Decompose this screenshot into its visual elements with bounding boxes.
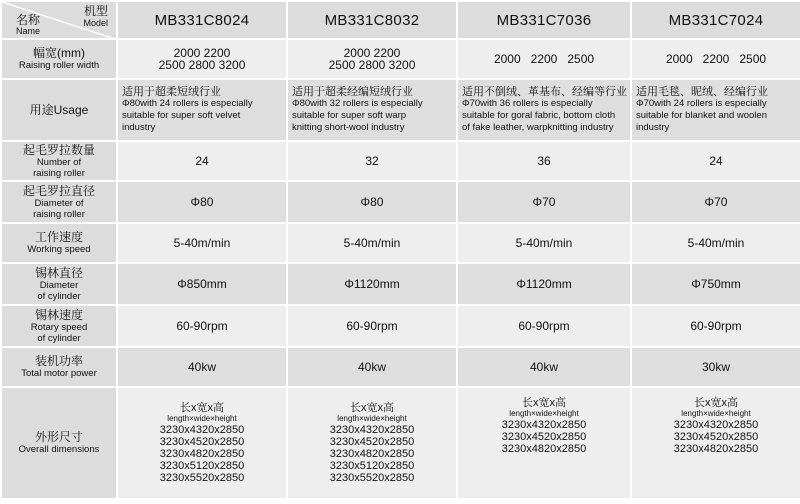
model-header: MB331C8024 — [117, 1, 287, 39]
dimensions-cell: 长x宽x高 length×wide×height 3230x4320x2850 3230x4520x2850 3230x4820x2850 — [457, 387, 631, 499]
diameter-roller-cell: Φ70 — [457, 181, 631, 223]
label-usage: 用途Usage — [29, 102, 89, 117]
corner-name-en: Name — [16, 26, 41, 36]
row-label: 起毛罗拉直径 Diameter of raising roller — [1, 181, 117, 223]
num-rollers-cell: 32 — [287, 141, 457, 181]
row-label — [1, 79, 117, 141]
num-rollers-cell: 24 — [117, 141, 287, 181]
row-label: 装机功率 Total motor power — [1, 347, 117, 387]
usage-cell: 适用毛毯、昵绒、经编行业 Φ70with 24 rollers is especially suitable for blanket and woolen industry — [631, 79, 800, 141]
rotary-speed-cell: 60-90rpm — [287, 305, 457, 347]
width-cell: 2000 2200 2500 2800 3200 — [287, 39, 457, 79]
width-cell: 2000 2200 2500 — [457, 39, 631, 79]
usage-cell: 适用于超柔经编短绒行业 Φ80with 32 rollers is especially suitable for super soft warp knitting short-wool industry — [287, 79, 457, 141]
speed-cell: 5-40m/min — [287, 223, 457, 263]
diameter-cylinder-cell: Φ1120mm — [457, 263, 631, 305]
dimensions-row — [1, 387, 800, 499]
width-cell: 2000 2200 2500 2800 3200 — [117, 39, 287, 79]
corner-model-zh: 机型 — [83, 4, 108, 18]
power-cell: 40kw — [457, 347, 631, 387]
speed-row — [1, 223, 800, 263]
corner-name-zh: 名称 — [16, 13, 41, 27]
diameter-roller-cell: Φ80 — [287, 181, 457, 223]
dimensions-cell: 长x宽x高 length×wide×height 3230x4320x2850 3230x4520x2850 3230x4820x2850 3230x5120x2850 3230x5520x2850 — [117, 387, 287, 499]
row-label: 工作速度 Working speed — [1, 223, 117, 263]
usage-cell: 适用于超柔短绒行业 Φ80with 24 rollers is especially suitable for super soft velvet industry — [117, 79, 287, 141]
width-row — [1, 39, 800, 79]
rotary-speed-row — [1, 305, 800, 347]
power-row — [1, 347, 800, 387]
rotary-speed-cell: 60-90rpm — [631, 305, 800, 347]
usage-row — [1, 79, 800, 141]
num-rollers-row — [1, 141, 800, 181]
label-en: Raising roller width — [18, 60, 100, 71]
diameter-roller-cell: Φ70 — [631, 181, 800, 223]
row-label: 外形尺寸 Overall dimensions — [1, 387, 117, 499]
power-cell: 40kw — [287, 347, 457, 387]
speed-cell: 5-40m/min — [117, 223, 287, 263]
model-header: MB331C7036 — [457, 1, 631, 39]
num-rollers-cell: 36 — [457, 141, 631, 181]
model-header: MB331C8032 — [287, 1, 457, 39]
row-label: 起毛罗拉数量 Number of raising roller — [1, 141, 117, 181]
power-cell: 30kw — [631, 347, 800, 387]
diameter-cylinder-cell: Φ850mm — [117, 263, 287, 305]
speed-cell: 5-40m/min — [457, 223, 631, 263]
diameter-cylinder-row — [1, 263, 800, 305]
power-cell: 40kw — [117, 347, 287, 387]
dimensions-cell: 长x宽x高 length×wide×height 3230x4320x2850 3230x4520x2850 3230x4820x2850 — [631, 387, 800, 499]
rotary-speed-cell: 60-90rpm — [117, 305, 287, 347]
num-rollers-cell: 24 — [631, 141, 800, 181]
model-header: MB331C7024 — [631, 1, 800, 39]
diameter-roller-row — [1, 181, 800, 223]
row-label: 锡林速度 Rotary speed of cylinder — [1, 305, 117, 347]
dimensions-cell: 长x宽x高 length×wide×height 3230x4320x2850 3230x4520x2850 3230x4820x2850 3230x5120x2850 3230x5520x2850 — [287, 387, 457, 499]
rotary-speed-cell: 60-90rpm — [457, 305, 631, 347]
diameter-cylinder-cell: Φ750mm — [631, 263, 800, 305]
row-label — [1, 39, 117, 79]
diameter-cylinder-cell: Φ1120mm — [287, 263, 457, 305]
corner-model-en: Model — [83, 18, 108, 28]
usage-cell: 适用不倒绒、革基布、经编等行业 Φ70with 36 rollers is especially suitable for goral fabric, bottom cloth of fake leather, warpknitting industry — [457, 79, 631, 141]
diameter-roller-cell: Φ80 — [117, 181, 287, 223]
speed-cell: 5-40m/min — [631, 223, 800, 263]
row-label: 锡林直径 Diameter of cylinder — [1, 263, 117, 305]
label-zh: 幅宽(mm) — [33, 46, 85, 60]
width-cell: 2000 2200 2500 — [631, 39, 800, 79]
corner-cell — [1, 1, 117, 39]
header-row — [1, 1, 800, 39]
